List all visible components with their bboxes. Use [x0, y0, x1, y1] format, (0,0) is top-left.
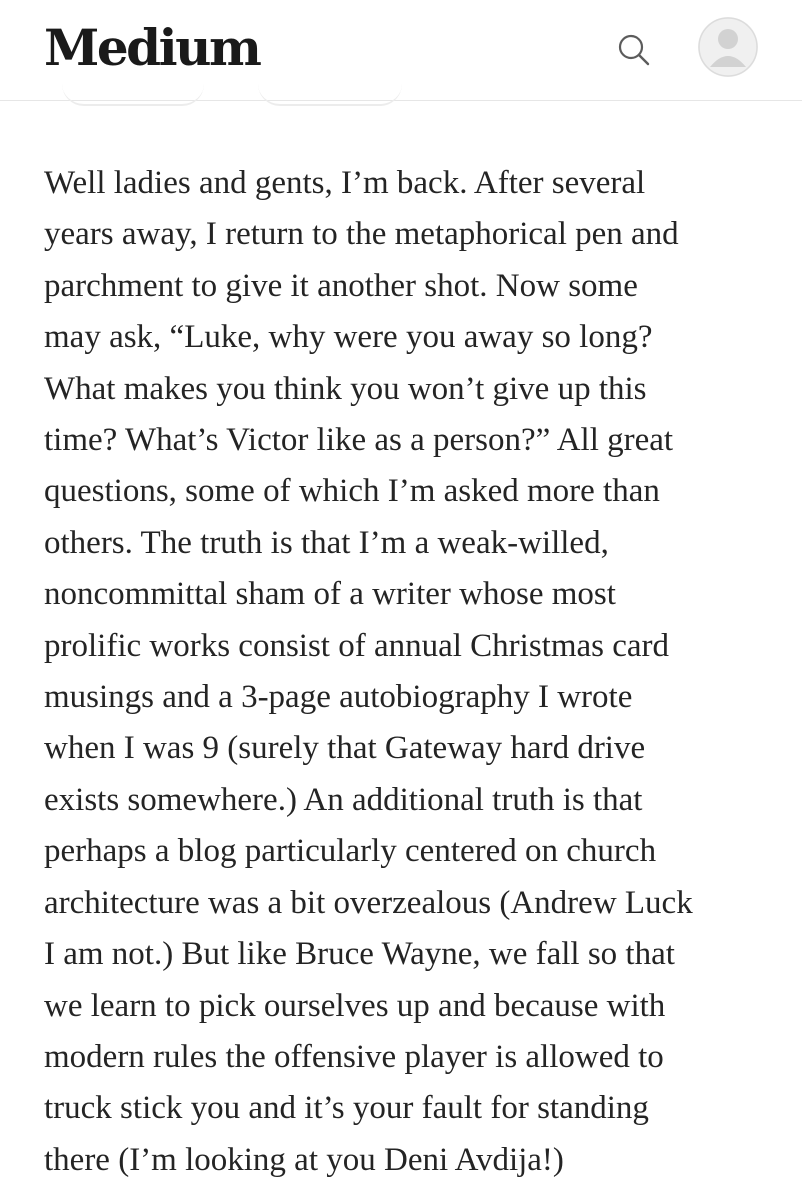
paragraph-line: we learn to pick ourselves up and because with [44, 987, 666, 1024]
paragraph-line: questions, some of which I’m asked more than [44, 473, 660, 510]
paragraph-line: may ask, “Luke, why were you away so long? [44, 319, 653, 356]
paragraph-line: I am not.) But like Bruce Wayne, we fall so that [44, 936, 675, 973]
user-avatar-button[interactable] [698, 17, 758, 77]
paragraph-line: time? What’s Victor like as a person?” All great [44, 422, 674, 459]
paragraph-line: What makes you think you won’t give up this [44, 370, 647, 407]
article-paragraph [44, 158, 764, 1186]
paragraph-line: Well ladies and gents, I’m back. After several [44, 165, 646, 201]
hidden-toolbar-chip [258, 84, 402, 106]
search-icon [614, 30, 654, 70]
paragraph-line: architecture was a bit overzealous (Andrew Luck [44, 884, 693, 921]
paragraph-line: prolific works consist of annual Christmas card [44, 627, 670, 664]
article-body [44, 158, 764, 1186]
paragraph-line: noncommittal sham of a writer whose most [44, 576, 616, 613]
default-avatar-icon [698, 17, 758, 77]
paragraph-line: modern rules the offensive player is allowed to [44, 1038, 664, 1075]
paragraph-line: there (I’m looking at you Deni Avdija!) [44, 1141, 564, 1178]
medium-logo[interactable]: Medium [44, 18, 260, 77]
paragraph-line: perhaps a blog particularly centered on church [44, 833, 657, 870]
paragraph-line: when I was 9 (surely that Gateway hard drive [44, 730, 646, 767]
paragraph-line: exists somewhere.) An additional truth is that [44, 781, 643, 818]
paragraph-line: years away, I return to the metaphorical pen and [44, 216, 679, 253]
paragraph-line: parchment to give it another shot. Now some [44, 267, 638, 304]
hidden-toolbar-chip [62, 84, 204, 106]
paragraph-line: musings and a 3-page autobiography I wrote [44, 679, 633, 716]
search-button[interactable] [612, 28, 656, 72]
paragraph-line: truck stick you and it’s your fault for standing [44, 1090, 649, 1127]
paragraph-line: others. The truth is that I’m a weak-willed, [44, 524, 609, 561]
